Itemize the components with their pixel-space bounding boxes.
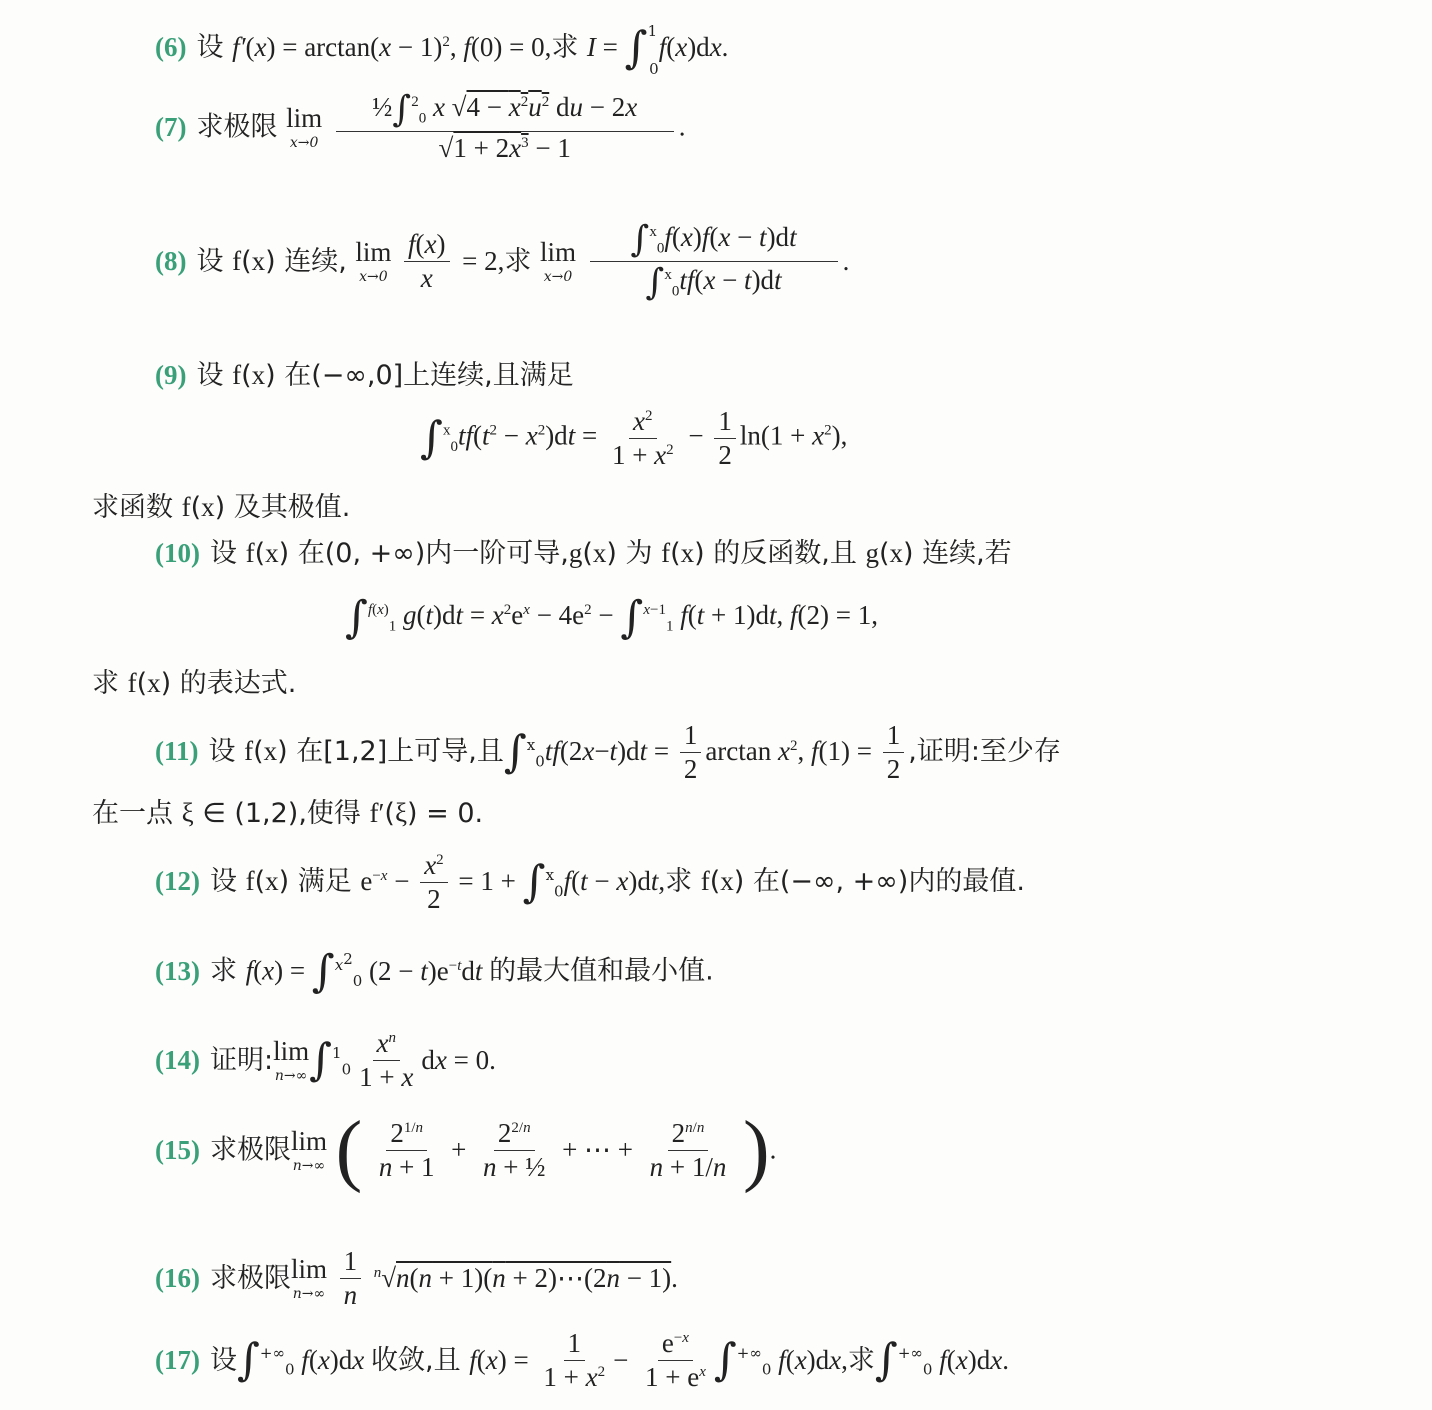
problem-number: (7) — [155, 111, 187, 142]
problem-9-tail: 求函数 f(x) 及其极值. — [92, 492, 351, 523]
problem-10-tail: 求 f(x) 的表达式. — [92, 668, 297, 699]
problem-16: (16) 求极限 lim n→∞ $\frac{1}{n}$ $^n$√n(n + 1)(n + 2)⋯(2n − 1). — [155, 1246, 678, 1310]
problem-11: (11) 设 f(x) 在[1,2]上可导,且∫$^x_0$tf(2x−t)dt = $\frac{1}{2}$ $\arctan x^2$, f(1) = $\frac{1}{2}$ ,证明:至少存 — [155, 720, 1061, 784]
problem-number: (10) — [155, 538, 200, 568]
problem-number: (11) — [155, 736, 199, 766]
problem-17: (17) 设$\int^{+\infty}_0$ f(x)dx 收敛,且 f(x) = $\frac{1}{1 + x^2}$ − $\frac{e^{-x}}{1 + e^x}$ $\int^{+\infty}_0$ f(x)dx,求$\int^{+\infty}_0$ f(x)dx. — [155, 1328, 1009, 1392]
integral-sign-icon: ∫ — [624, 22, 648, 74]
problem-9-equation: $\int^x_0tf(t^2 - x^2)dt$ = $\frac{x^2}{1 + x^2}$ − $\frac{1}{2}$ $\ln(1 + x^2)$, — [420, 406, 848, 470]
problem-6: (6) 设 $f'(x) = \arctan(x - 1)^2$, f(0) = 0,求 I = ∫$^1_0$f(x)dx. — [155, 22, 729, 78]
problem-10: (10) 设 f(x) 在(0, +∞)内一阶可导,g(x) 为 f(x) 的反函数,且 g(x) 连续,若 — [155, 538, 1012, 569]
problem-number: (8) — [155, 246, 187, 276]
problem-8: (8) 设 f(x) 连续, lim x→0 $\frac{f(x)}{x}$ = 2,求 lim x→0 $\frac{\int^x_0f(x)f(x - t)dt}{\int^x_0tf(x - t)dt}$ . — [155, 219, 850, 303]
problem-7: (7) 求极限 lim x→0 $\frac{\frac{1}{2}\int^2_0 x √4 - x^2u^2 du - 2x}{√1 + 2x^3 - 1}$ . — [155, 89, 686, 163]
problem-number: (12) — [155, 866, 200, 896]
problem-11-tail: 在一点 ξ ∈ (1,2),使得 f′(ξ) = 0. — [92, 798, 484, 829]
problem-number: (16) — [155, 1263, 200, 1293]
problem-12: (12) 设 f(x) 满足 $e^{-x}$ − $\frac{x^2}{2}$ = 1 + ∫$^x_0$f(t − x)dt,求 f(x) 在(−∞, +∞)内的最值. — [155, 850, 1025, 914]
problem-14: (14) 证明: lim n→∞ ∫$^1_0$ $\frac{x^n}{1 + x}$ dx = 0. — [155, 1028, 496, 1092]
problem-number: (9) — [155, 360, 187, 390]
problem-number: (6) — [155, 32, 187, 62]
problem-number: (13) — [155, 955, 200, 986]
problem-number: (15) — [155, 1134, 200, 1165]
problem-13: (13) 求 f(x) = ∫$^{x^2}_0$ $(2 - t)e^{-t}dt$ 的最大值和最小值. — [155, 946, 714, 997]
problem-number: (17) — [155, 1345, 200, 1375]
problem-number: (14) — [155, 1045, 200, 1075]
problem-10-equation: ∫$^{f(x)}_1$ $g(t)dt = x^2e^x - 4e^2 - \int^{x-1}_1$ f(t + 1)dt, f(2) = 1, — [345, 592, 878, 643]
problem-15: (15) 求极限 lim n→∞ ( $\frac{2^{1/n}}{n + 1}$ + $\frac{2^{2/n}}{\text{n + ½}}$ + ⋯ + $\frac{2^{n/n}}{n + 1/n}$ ). — [155, 1106, 777, 1194]
problem-9: (9) 设 f(x) 在(−∞,0]上连续,且满足 — [155, 360, 574, 391]
